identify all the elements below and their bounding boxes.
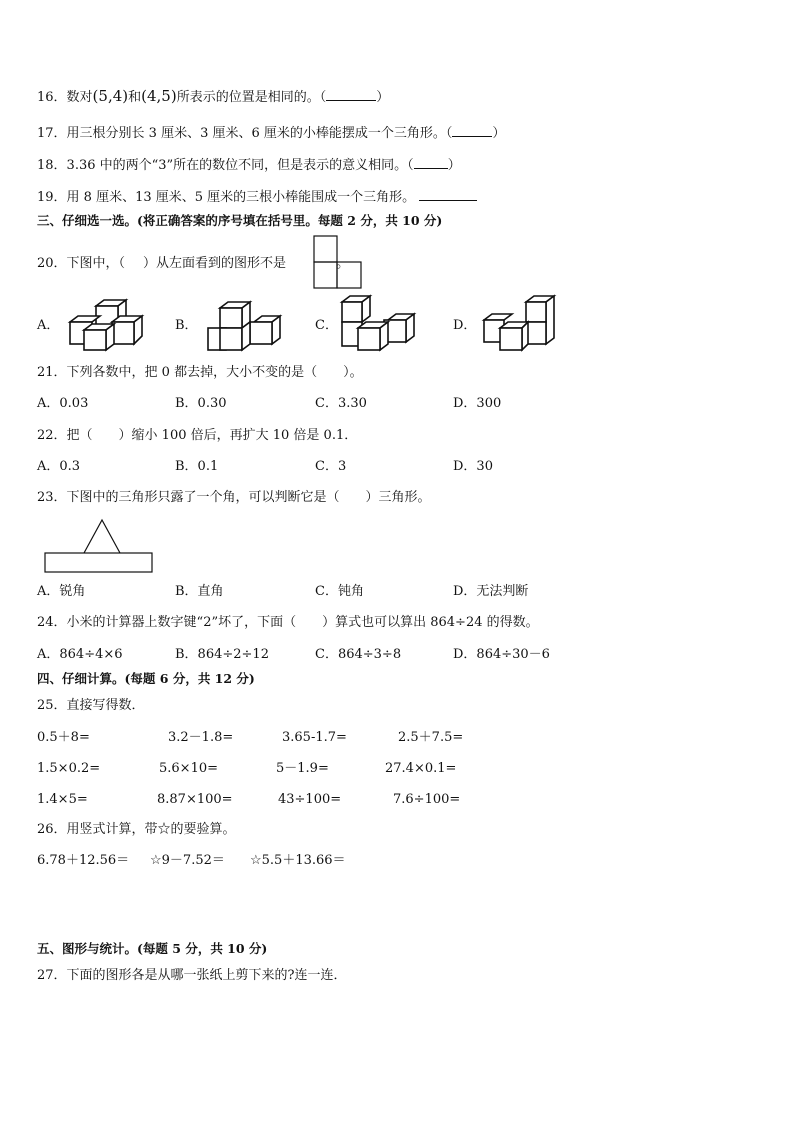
q20-option-a[interactable] bbox=[37, 316, 59, 336]
q25-item: 27.4×0.1= bbox=[385, 761, 457, 776]
q21-option-c[interactable]: C．3.30 bbox=[315, 396, 367, 411]
q25-item: 7.6÷100= bbox=[393, 792, 461, 807]
q22-option-b[interactable]: B．0.1 bbox=[175, 459, 219, 474]
q18-text-a: 18．3.36 中的两个“3”所在的数位不同，但是表示的意义相同。（ bbox=[37, 158, 414, 173]
q26-item: ☆5.5＋13.66＝ bbox=[250, 853, 346, 868]
q21-option-d[interactable]: D．300 bbox=[453, 396, 502, 411]
q20-option-b-label: B． bbox=[175, 318, 198, 333]
question-19 bbox=[37, 187, 477, 208]
question-17 bbox=[37, 123, 505, 144]
q20-option-d-label: D． bbox=[453, 318, 477, 333]
q23-option-a[interactable]: A．锐角 bbox=[37, 584, 86, 599]
q25-item: 3.2－1.8= bbox=[168, 730, 234, 745]
q23-option-b[interactable]: B．直角 bbox=[175, 584, 224, 599]
question-26: 26．用竖式计算，带☆的要验算。 bbox=[37, 822, 236, 837]
q16-text-b: 和 bbox=[128, 90, 142, 105]
question-25: 25．直接写得数． bbox=[37, 698, 145, 713]
q25-item: 1.4×5= bbox=[37, 792, 88, 807]
q26-item: ☆9－7.52＝ bbox=[150, 853, 225, 868]
q25-item: 8.87×100= bbox=[157, 792, 233, 807]
q20-option-c-label: C． bbox=[315, 318, 338, 333]
q18-text-b: ） bbox=[447, 158, 461, 173]
q16-text-a: 16．数对 bbox=[37, 90, 93, 105]
q20-option-a-cubes-icon bbox=[66, 296, 146, 356]
q16-pair-2: (4,5) bbox=[141, 87, 177, 105]
q22-option-d[interactable]: D．30 bbox=[453, 459, 493, 474]
q20-option-c[interactable] bbox=[315, 316, 338, 336]
question-23: 23．下图中的三角形只露了一个角，可以判断它是（ ）三角形。 bbox=[37, 490, 431, 505]
q20-option-d[interactable] bbox=[453, 316, 476, 336]
q24-option-d[interactable]: D．864÷30－6 bbox=[453, 647, 550, 662]
question-24: 24．小米的计算器上数字键“2”坏了，下面（ ）算式也可以算出 864÷24 的得数。 bbox=[37, 615, 539, 630]
q25-item: 2.5＋7.5= bbox=[398, 730, 464, 745]
q23-hidden-triangle-figure bbox=[44, 518, 156, 574]
question-21: 21．下列各数中，把 0 都去掉，大小不变的是（ ）。 bbox=[37, 365, 363, 380]
q21-option-a[interactable]: A．0.03 bbox=[37, 396, 89, 411]
q17-text-b: ） bbox=[492, 126, 506, 141]
q17-answer-blank[interactable] bbox=[452, 123, 492, 137]
q20-option-c-cubes-icon bbox=[338, 294, 418, 354]
question-20 bbox=[37, 254, 349, 274]
q22-option-a[interactable]: A．0.3 bbox=[37, 459, 81, 474]
q25-item: 43÷100= bbox=[278, 792, 342, 807]
q24-option-b[interactable]: B．864÷2÷12 bbox=[175, 647, 269, 662]
q24-option-c[interactable]: C．864÷3÷8 bbox=[315, 647, 402, 662]
q25-item: 0.5＋8= bbox=[37, 730, 90, 745]
q16-text-d: ） bbox=[376, 90, 390, 105]
q25-item: 1.5×0.2= bbox=[37, 761, 101, 776]
q25-item: 5－1.9= bbox=[276, 761, 329, 776]
q20-option-b-cubes-icon bbox=[204, 296, 284, 356]
q16-text-c: 所表示的位置是相同的。（ bbox=[176, 90, 327, 105]
q20-option-b[interactable] bbox=[175, 316, 198, 336]
q25-item: 5.6×10= bbox=[159, 761, 219, 776]
q20-text-c: 。 bbox=[336, 256, 350, 271]
q20-left-view-figure bbox=[313, 235, 363, 289]
q25-item: 3.65-1.7= bbox=[282, 730, 347, 745]
q16-answer-blank[interactable] bbox=[326, 87, 376, 101]
q18-answer-blank[interactable] bbox=[414, 155, 448, 169]
question-16 bbox=[37, 86, 389, 108]
q22-option-c[interactable]: C．3 bbox=[315, 459, 347, 474]
section-4-heading: 四、仔细计算。(每题 6 分，共 12 分) bbox=[37, 671, 255, 686]
q19-answer-blank[interactable] bbox=[419, 187, 477, 201]
section-3-heading: 三、仔细选一选。(将正确答案的序号填在括号里。每题 2 分，共 10 分) bbox=[37, 213, 443, 228]
q16-pair-1: (5,4) bbox=[92, 87, 129, 105]
q19-text: 19．用 8 厘米、13 厘米、5 厘米的三根小棒能围成一个三角形。 bbox=[37, 190, 416, 205]
q20-option-d-cubes-icon bbox=[480, 294, 560, 354]
q20-text-a: 20．下图中，（ bbox=[37, 256, 126, 271]
q20-option-a-label: A． bbox=[37, 318, 60, 333]
question-22: 22．把（ ）缩小 100 倍后，再扩大 10 倍是 0.1． bbox=[37, 428, 358, 443]
q17-text-a: 17．用三根分别长 3 厘米、3 厘米、6 厘米的小棒能摆成一个三角形。（ bbox=[37, 126, 453, 141]
section-5-heading: 五、图形与统计。(每题 5 分，共 10 分) bbox=[37, 941, 268, 956]
q23-option-d[interactable]: D．无法判断 bbox=[453, 584, 529, 599]
q24-option-a[interactable]: A．864÷4×6 bbox=[37, 647, 123, 662]
q20-text-b: ）从左面看到的图形不是 bbox=[143, 256, 287, 271]
q21-option-b[interactable]: B．0.30 bbox=[175, 396, 227, 411]
q23-option-c[interactable]: C．钝角 bbox=[315, 584, 364, 599]
q26-item: 6.78＋12.56＝ bbox=[37, 853, 130, 868]
question-18 bbox=[37, 155, 461, 176]
question-27: 27．下面的图形各是从哪一张纸上剪下来的?连一连． bbox=[37, 968, 347, 983]
